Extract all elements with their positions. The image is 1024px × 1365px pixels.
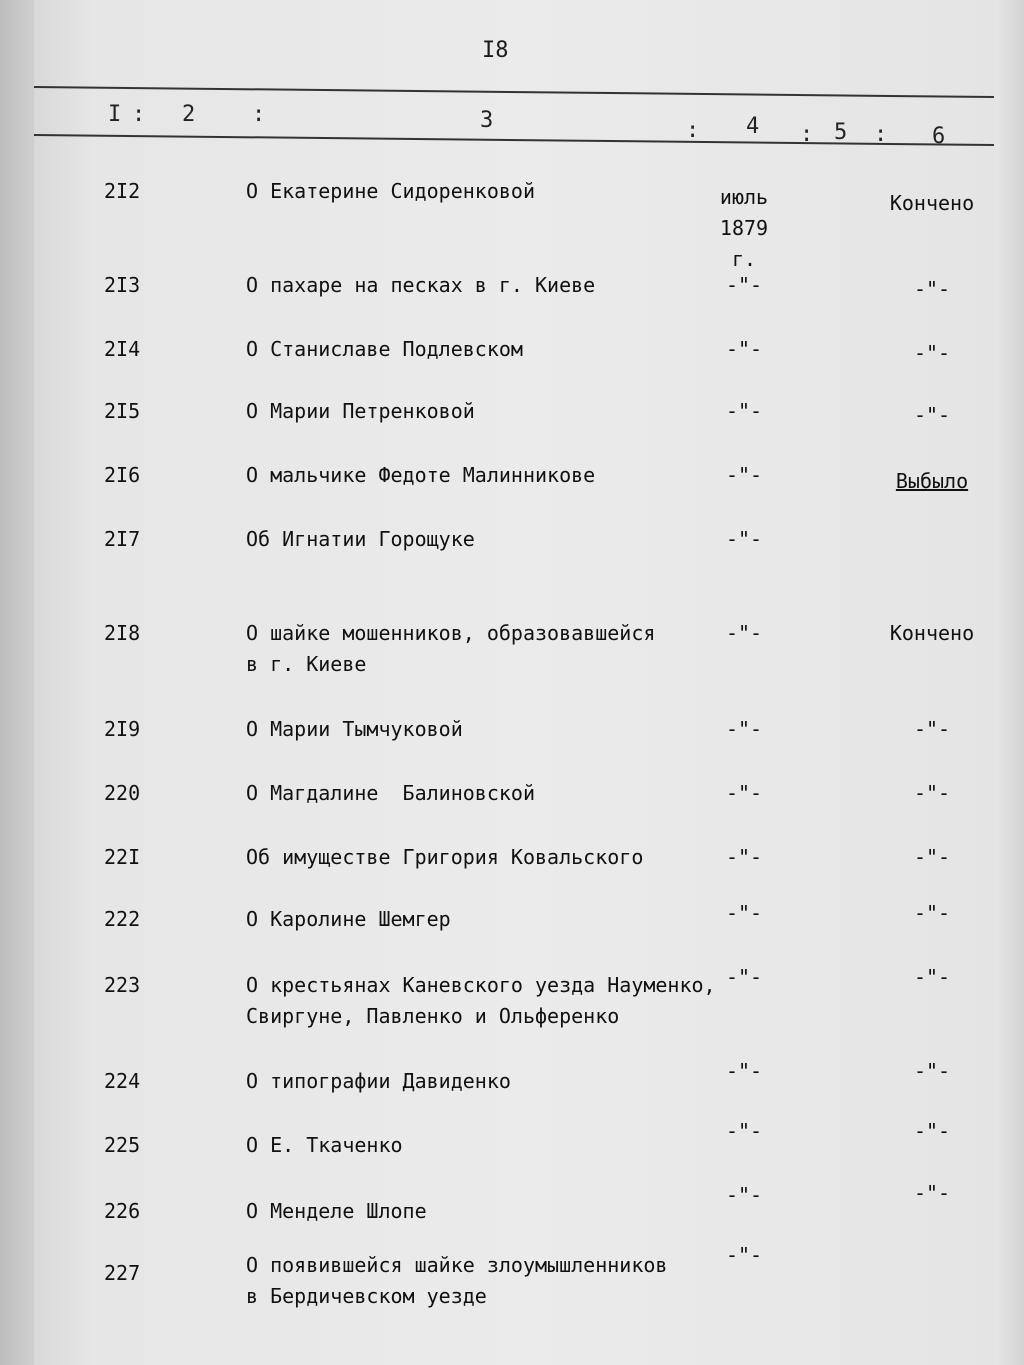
row-title: О Марии Тымчуковой bbox=[246, 717, 463, 741]
row-status: -"- bbox=[913, 1181, 951, 1205]
row-title: О Е. Ткаченко bbox=[246, 1133, 403, 1157]
header-separator: : bbox=[800, 122, 814, 147]
row-number: 2I2 bbox=[104, 179, 141, 203]
row-title: О Марии Петренковой bbox=[246, 399, 475, 423]
row-date: -"- bbox=[725, 463, 763, 487]
row-title: О пахаре на песках в г. Киеве bbox=[246, 273, 596, 297]
row-title: О мальчике Федоте Малинникове bbox=[246, 463, 596, 487]
row-title: О типографии Давиденко bbox=[246, 1069, 511, 1093]
row-title: Об Игнатии Горощуке bbox=[246, 527, 475, 551]
row-status: Кончено bbox=[889, 191, 975, 215]
row-number: 222 bbox=[104, 907, 141, 931]
header-bottom-rule bbox=[34, 134, 994, 146]
header-separator: : bbox=[132, 102, 146, 127]
row-date: -"- bbox=[725, 717, 763, 741]
row-number: 223 bbox=[104, 973, 141, 997]
row-title: О Магдалине Балиновской bbox=[246, 781, 535, 805]
row-date: -"- bbox=[725, 1243, 763, 1267]
row-number: 2I3 bbox=[104, 273, 141, 297]
row-number: 225 bbox=[104, 1133, 141, 1157]
row-number: 22I bbox=[104, 845, 141, 869]
row-date: -"- bbox=[725, 845, 763, 869]
row-number: 2I9 bbox=[104, 717, 141, 741]
row-date: -"- bbox=[725, 965, 763, 989]
row-status: -"- bbox=[913, 717, 951, 741]
row-title: О Станиславе Подлевском bbox=[246, 337, 523, 361]
row-title: О крестьянах Каневского уезда Науменко, Свиргуне, Павленко и Ольференко bbox=[246, 973, 716, 1028]
row-status: -"- bbox=[913, 845, 951, 869]
row-date: -"- bbox=[725, 1119, 763, 1143]
row-number: 227 bbox=[104, 1261, 141, 1285]
row-status: -"- bbox=[913, 1119, 951, 1143]
row-date: -"- bbox=[725, 399, 763, 423]
header-separator: : bbox=[686, 118, 700, 143]
row-date: -"- bbox=[725, 337, 763, 361]
row-number: 2I7 bbox=[104, 527, 141, 551]
row-title: О шайке мошенников, образовавшейся в г. Киеве bbox=[246, 621, 656, 676]
row-date: -"- bbox=[725, 901, 763, 925]
row-status: -"- bbox=[913, 901, 951, 925]
row-title: Об имуществе Григория Ковальского bbox=[246, 845, 644, 869]
row-date: -"- bbox=[725, 781, 763, 805]
row-date: июль 1879 г. bbox=[719, 185, 769, 271]
header-separator: : bbox=[874, 122, 888, 147]
header-col-5: 5 bbox=[834, 120, 848, 145]
row-number: 2I5 bbox=[104, 399, 141, 423]
row-status: -"- bbox=[913, 341, 951, 365]
header-col-6: 6 bbox=[932, 124, 946, 149]
row-status: Кончено bbox=[889, 621, 975, 645]
row-title: О Каролине Шемгер bbox=[246, 907, 451, 931]
header-top-rule bbox=[34, 86, 994, 98]
row-date: -"- bbox=[725, 273, 763, 297]
row-date: -"- bbox=[725, 1183, 763, 1207]
header-col-4: 4 bbox=[746, 114, 760, 139]
row-number: 220 bbox=[104, 781, 141, 805]
row-date: -"- bbox=[725, 621, 763, 645]
previous-page-edge bbox=[0, 0, 34, 1365]
row-number: 2I4 bbox=[104, 337, 141, 361]
header-col-1: I bbox=[108, 102, 122, 127]
row-number: 2I6 bbox=[104, 463, 141, 487]
row-status: -"- bbox=[913, 403, 951, 427]
page-edge-shadow bbox=[996, 0, 1024, 1365]
row-date: -"- bbox=[725, 527, 763, 551]
header-col-2: 2 bbox=[182, 102, 196, 127]
row-title: О Менделе Шлопе bbox=[246, 1199, 427, 1223]
row-status: -"- bbox=[913, 781, 951, 805]
row-title: О появившейся шайке злоумышленников в Бердичевском уезде bbox=[246, 1253, 668, 1308]
row-status: -"- bbox=[913, 965, 951, 989]
page-number: I8 bbox=[482, 38, 509, 63]
document-page bbox=[34, 0, 1024, 1365]
row-status: -"- bbox=[913, 277, 951, 301]
header-col-3: 3 bbox=[480, 108, 494, 133]
row-status: Выбыло bbox=[895, 469, 969, 493]
row-number: 224 bbox=[104, 1069, 141, 1093]
row-date: -"- bbox=[725, 1059, 763, 1083]
header-separator: : bbox=[252, 102, 266, 127]
row-title: О Екатерине Сидоренковой bbox=[246, 179, 535, 203]
row-status: -"- bbox=[913, 1059, 951, 1083]
row-number: 2I8 bbox=[104, 621, 141, 645]
row-number: 226 bbox=[104, 1199, 141, 1223]
